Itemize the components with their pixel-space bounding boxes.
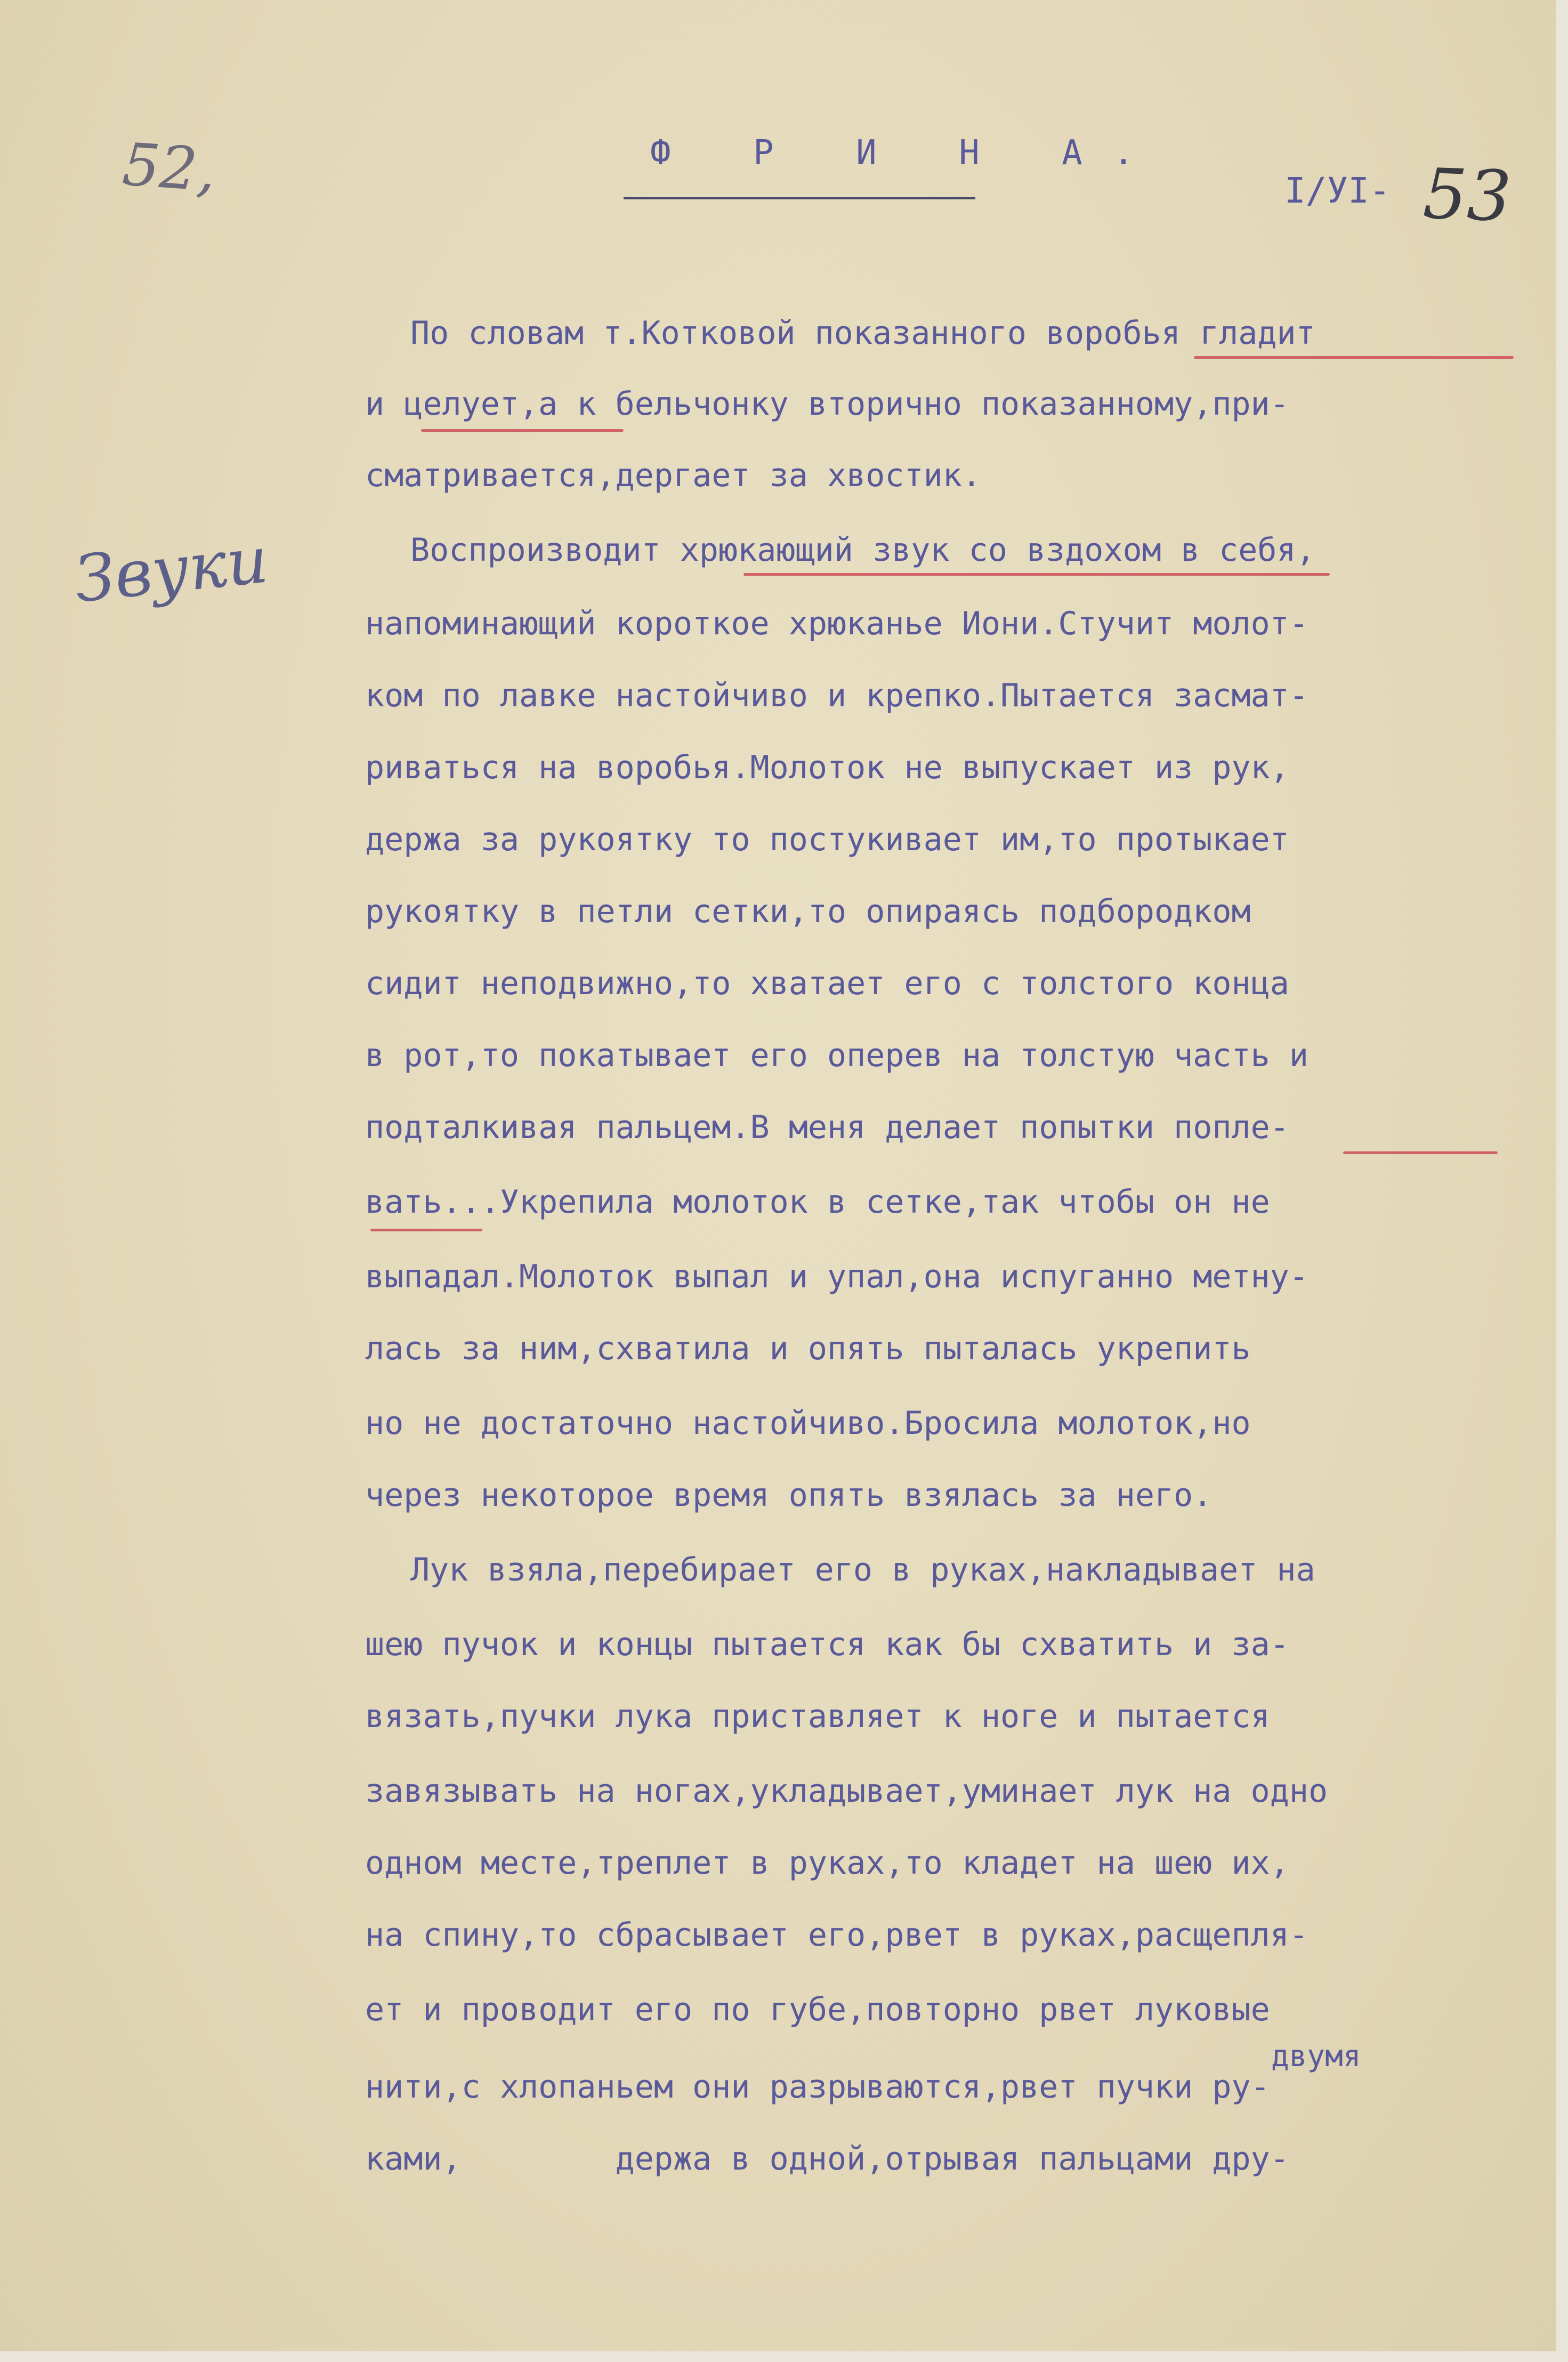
text-line: ками, держа в одной,отрывая пальцами дру- bbox=[365, 2140, 1289, 2178]
text-line: и целует,а к бельчонку вторично показанному,при- bbox=[365, 385, 1289, 423]
text-line: ком по лавке настойчиво и крепко.Пытается засмат- bbox=[365, 677, 1309, 714]
folio-number-right: 53 bbox=[1421, 153, 1513, 237]
text-line: завязывать на ногах,укладывает,уминает лук на одно bbox=[365, 1772, 1328, 1810]
text-line: держа за рукоятку то постукивает им,то протыкает bbox=[365, 821, 1289, 858]
folio-number-left: 52, bbox=[120, 130, 219, 205]
text-line: рукоятку в петли сетки,то опираясь подбородком bbox=[365, 893, 1251, 930]
scan-edge-right bbox=[1556, 0, 1568, 2362]
text-line: напоминающий короткое хрюканье Иони.Стучит молот- bbox=[365, 605, 1309, 642]
inserted-word: двумя bbox=[1271, 2039, 1361, 2074]
text-line: риваться на воробья.Молоток не выпускает из рук, bbox=[365, 749, 1289, 786]
text-line: По словам т.Котковой показанного воробья гладит bbox=[410, 315, 1315, 352]
text-line: вязать,пучки лука приставляет к ноге и пытается bbox=[365, 1698, 1270, 1735]
scan-edge-bottom bbox=[0, 2351, 1568, 2362]
pen-underline bbox=[1343, 1151, 1498, 1154]
text-line: выпадал.Молоток выпал и упал,она испуганно метну- bbox=[365, 1258, 1309, 1295]
text-line: Воспроизводит хрюкающий звук со вздохом в себя, bbox=[410, 531, 1315, 569]
pen-underline bbox=[1194, 356, 1514, 359]
pen-underline bbox=[370, 1229, 482, 1231]
text-line: через некоторое время опять взялась за него. bbox=[365, 1477, 1213, 1514]
pen-underline bbox=[421, 429, 624, 432]
text-line: сматривается,дергает за хвостик. bbox=[365, 457, 981, 494]
page-title: Ф Р И Н А. bbox=[650, 133, 1165, 173]
text-line: Лук взяла,перебирает его в руках,накладывает на bbox=[410, 1551, 1315, 1589]
text-line: на спину,то сбрасывает его,рвет в руках,расщепля- bbox=[365, 1916, 1309, 1954]
page-date: I/УI- bbox=[1284, 170, 1391, 211]
text-line: лась за ним,схватила и опять пыталась укрепить bbox=[365, 1330, 1251, 1367]
text-line: одном месте,треплет в руках,то кладет на шею их, bbox=[365, 1844, 1289, 1882]
text-line: нити,с хлопаньем они разрываются,рвет пучки ру- bbox=[365, 2068, 1270, 2106]
margin-note: Звуки bbox=[71, 523, 272, 617]
title-underline bbox=[624, 197, 975, 199]
text-line: шею пучок и концы пытается как бы схватить и за- bbox=[365, 1626, 1289, 1663]
pen-underline bbox=[743, 573, 1330, 576]
text-line: подталкивая пальцем.В меня делает попытки попле- bbox=[365, 1109, 1289, 1146]
text-line: сидит неподвижно,то хватает его с толстого конца bbox=[365, 965, 1289, 1002]
text-line: вать...Укрепила молоток в сетке,так чтобы он не bbox=[365, 1183, 1270, 1221]
text-line: ет и проводит его по губе,повторно рвет луковые bbox=[365, 1991, 1270, 2028]
text-line: в рот,то покатывает его оперев на толстую часть и bbox=[365, 1037, 1309, 1074]
text-line: но не достаточно настойчиво.Бросила молоток,но bbox=[365, 1405, 1251, 1442]
